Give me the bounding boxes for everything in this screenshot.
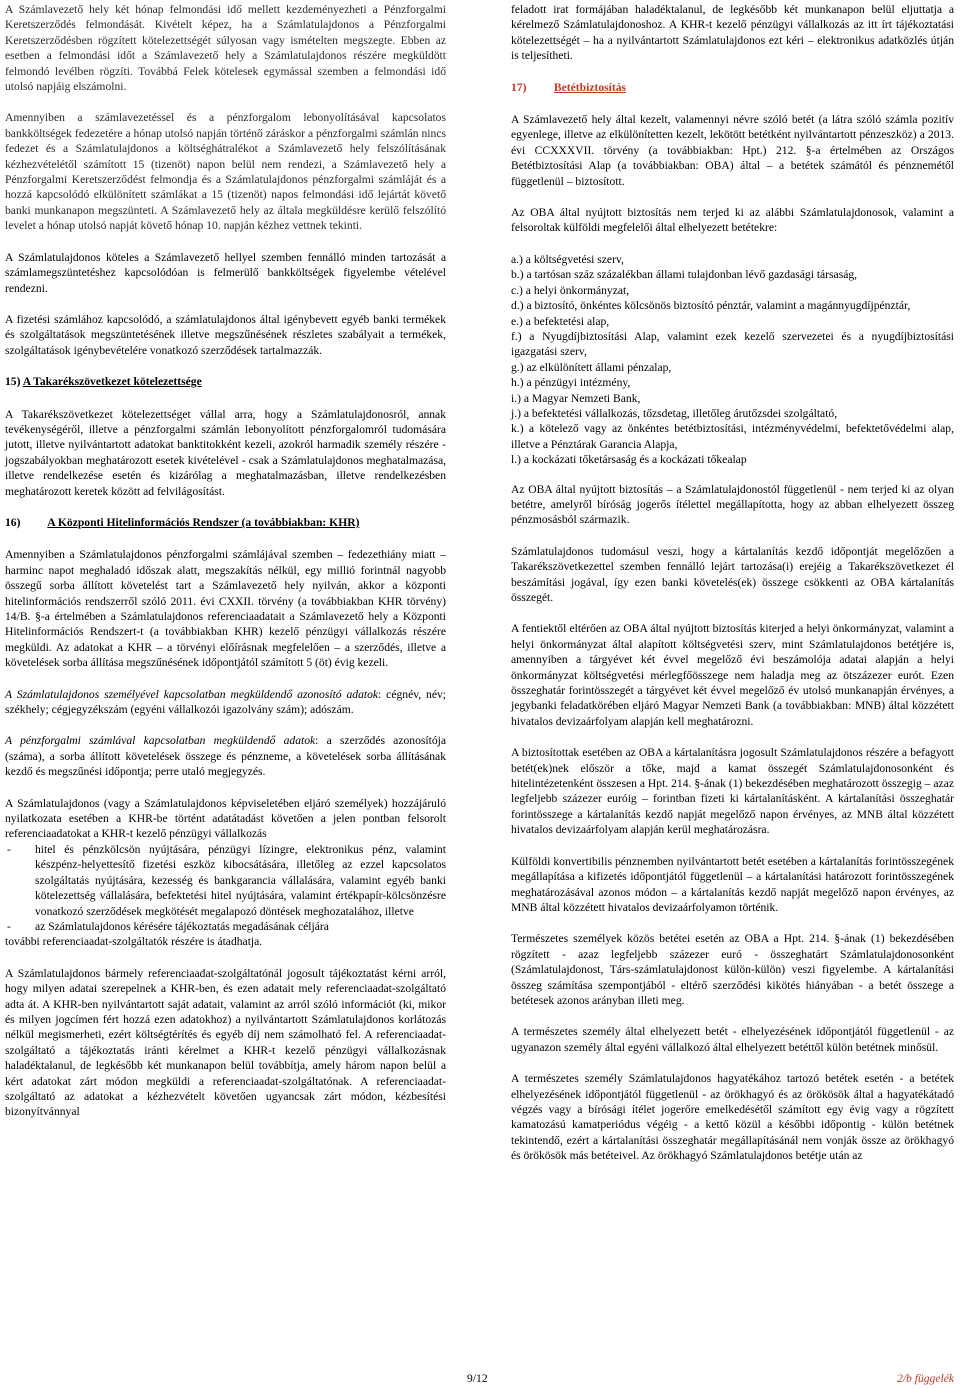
bank-costs-paragraph: Amennyiben a számlavezetéssel és a pénzforgalom lebonyolításával kapcsolatos bankköltségek fedezetére a hónap utolsó napján történő záráskor a pénzforgalmi számlán nincs fedezet és a Számlatulajdonos a költséghátralékot a Számlavezető hely felszólításának kézhezvételétől számított 15 (tizenöt) napon belül nem rendezi, a Számlavezető hely a Pénzforgalmi Keretszerződést felmondja és a Számlatulajdonos pénzforgalmi számláját és a hozzá kapcsolódó elkülönített számlákat a 15 (tizenöt) napos felmondási idő lejártát követő banki munkanapon megszünteti. A Számlavezető hely az általa megküldésre kerülő felszólító levelet a hónap utolsó napját követő hónap 10. napján kézhez vettnek tekinti. bbox=[5, 111, 446, 233]
section-16-number: 16) bbox=[5, 515, 21, 529]
account-data-rest: : a szerződés azonosítója (száma), a sorba állított követelések összege és pénzneme, a követelések sorba állításának kezdő és megszűnési időpontja; perre utaló megjegyzés. bbox=[5, 734, 446, 779]
list-item: - az Számlatulajdonos kérésére tájékoztatás megadásának céljára bbox=[5, 919, 446, 934]
list-item: i.) a Magyar Nemzeti Bank, bbox=[511, 391, 641, 405]
set-off-paragraph: Számlatulajdonos tudomásul veszi, hogy a kártalanítás kezdő időpontját megelőzően a Takarékszövetkezettel szemben fennálló lejárt tartozása(i) erejéig a Takarékszövetkezet él beszámítási jogával, így ezen banki követelés(ek) összege csökkenti az OBA kártalanítás összegét. bbox=[511, 544, 954, 604]
right-column bbox=[511, 2, 954, 1180]
consent-purpose-list bbox=[5, 842, 446, 934]
money-laundering-paragraph: Az OBA által nyújtott biztosítás – a Számlatulajdonostól függetlenül - nem terjed ki az olyan betétre, amelyről bíróság jogerős ítélettel megállapította, hogy az abban elhelyezett összeg pénzmosásból származik. bbox=[511, 482, 954, 527]
list-item: d.) a biztosító, önkéntes kölcsönös biztosító pénztár, valamint a magánnyugdíjpénztár, bbox=[511, 299, 911, 313]
list-item: a.) a költségvetési szerv, bbox=[511, 252, 624, 266]
section-15-title: A Takarékszövetkezet kötelezettsége bbox=[22, 375, 202, 389]
page-number: 9/12 bbox=[467, 1372, 488, 1385]
identification-data-rest: : cégnév, név; székhely; cégjegyzékszám (egyéni vállalkozói igazolvány szám); adószám. bbox=[5, 687, 447, 717]
account-data-lead: A pénzforgalmi számlával kapcsolatban megküldendő adatok bbox=[5, 734, 316, 748]
termination-notice-paragraph: A Számlavezető hely két hónap felmondási idő mellett kezdeményezheti a Pénzforgalmi Keretszerződés felmondását. Kivételt képez, ha a Számlatulajdonos a Pénzforgalmi Keretszerződésben rögzített kötelezettségét súlyosan vagy ismételten megszegte. Ebben az esetben a felmondási időt a Számlavezető hely a Számlatulajdonos részére megküldött felmondó levélben rögzíti. Továbbá Felek kötelesek egymással szemben a felmondási idő utolsó napjáig elszámolni. bbox=[5, 3, 446, 94]
list-item: f.) a Nyugdíjbiztosítási Alap, valamint ezek kezelő szervezetei és a nyugdíjbiztosítási igazgatási szerv, bbox=[511, 329, 954, 359]
inheritance-paragraph: A természetes személy Számlatulajdonos hagyatékához tartozó betétek esetén - a betétek elhelyezésének időpontjától függetlenül - az örökhagyó és az örökösök által a hagyatékátadó végzés vagy a bírósági ítélet jogerőre emelkedésétől számított egy évig vagy a rögzített kamatozású kamatperiódus végéig - a kettő közül a későbbi időpontig - külön betétnek tekintendő, ezért a kártalanítási összeghatár megállapításánál nem vonják össze az örökhagyó és örökösök más betéteivel. Az örökhagyó Számlatulajdonos betétje után az bbox=[511, 1072, 954, 1163]
khr-continuation-paragraph: feladott irat formájában haladéktalanul, de legkésőbb két munkanapon belül eljuttatja a kérelmező Számlatulajdonoshoz. A KHR-t kezelő pénzügyi vállalkozás az itt írt tájékoztatási kötelezettségét – ha a nyilvántartott Számlatulajdonos ezt kéri – elektronikus adatközlés útján is teljesítheti. bbox=[511, 3, 954, 63]
consent-paragraph: A Számlatulajdonos (vagy a Számlatulajdonos képviseletében eljáró személyek) hozzájáruló nyilatkozata esetében a KHR-be történt adatátadást követően a jelen pontban felsorolt referenciaadatokat a KHR-t kezelő pénzügyi vállalkozás bbox=[5, 796, 446, 841]
information-request-paragraph: A Számlatulajdonos bármely referenciaadat-szolgáltatónál jogosult tájékoztatást kérni arról, hogy milyen adatai szerepelnek a KHR-ben, és ezen adatait mely referenciaadat-szolgáltató adta át. A KHR-ben nyilvántartott saját adatait, valamint az arról szóló információt (ki, mikor és milyen jogcímen fért hozzá ezen adatokhoz) a nyilvántartott Számlatulajdonos korlátozás nélkül megismerheti, ezért költségtérítés és egyéb díj nem számolható fel. A referenciaadat-szolgáltató a tájékoztatás iránti kérelmet a KHR-t kezelő pénzügyi vállalkozásnak haladéktalanul, de legkésőbb két munkanapon belül továbbítja, amely három napon belül a kért adatokat zárt módon megküldi a referenciaadat-szolgáltatónak. A referenciaadat-szolgáltató az adatokat a kézhezvételt követően ugyancsak zárt módon, kézbesítési bizonyítvánnyal bbox=[5, 966, 446, 1119]
list-item: j.) a befektetési vállalkozás, tőzsdetag, illetőleg árutőzsdei szolgáltató, bbox=[511, 406, 838, 420]
exclusions-list bbox=[511, 252, 954, 468]
list-item: b.) a tartósan száz százalékban állami tulajdonban lévő gazdasági társaság, bbox=[511, 268, 858, 282]
list-item: h.) a pénzügyi intézmény, bbox=[511, 376, 631, 390]
section-17-heading bbox=[511, 80, 954, 95]
section-17-number: 17) bbox=[511, 80, 527, 94]
section-16-title: A Központi Hitelinformációs Rendszer (a továbbiakban: KHR) bbox=[47, 515, 360, 529]
bank-secret-paragraph: A Takarékszövetkezet kötelezettséget vállal arra, hogy a Számlatulajdonosról, annak tevékenységéről, illetve a pénzforgalmi számlán lebonyolított pénzforgalomról tudomására jutott, illetve nyilvántartott adatokat banktitokként kezeli, azokról harmadik személy részére - jogszabályokban meghatározott esetek kivételével - csak a Számlatulajdonos meghatalmazása, illetve rendelkezése esetén és kizárólag a meghatalmazásban, illetve rendelkezésben meghatározott keretek között ad felvilágosítást. bbox=[5, 407, 446, 498]
exclusions-intro-paragraph: Az OBA által nyújtott biztosítás nem terjed ki az alábbi Számlatulajdonosok, valamint a felsoroltak külföldi megfelelői által elhelyezett betétekre: bbox=[511, 206, 954, 235]
other-products-paragraph: A fizetési számlához kapcsolódó, a számlatulajdonos által igénybevett egyéb banki termékek és szolgáltatások megszüntetésének illetve megszűnésének részletes szabályait a termékek, szolgáltatások igénybevételére vonatkozó szerződések tartalmazzák. bbox=[5, 312, 446, 357]
list-item: k.) a kötelező vagy az önkéntes betétbiztosítási, intézményvédelmi, befektetővédelmi alap, illetve a Pénztárak Garancia Alapja, bbox=[511, 422, 954, 451]
municipality-paragraph: A fentiektől eltérően az OBA által nyújtott biztosítás kiterjed a helyi önkormányzat, valamint a helyi önkormányzat által alapított költségvetési szerv, mint Számlatulajdonos betétjére is, amennyiben a tárgyévet két évvel megelőző évi beszámolója adatai alapján a helyi önkormányzat költségvetési mérlegfőösszege nem haladja meg az ötszázezer eurót. Ezen összeghatár forintösszegét a tárgyévet két évvel megelőző év utolsó munkanapján érvényes, a jegybanki feladatkörében eljáró Magyar Nemzeti Bank (a továbbiakban: MNB) által közzétett hivatalos devizaárfolyam alapján kell meghatározni. bbox=[511, 622, 954, 728]
list-item: l.) a kockázati tőketársaság és a kockázati tőkealap bbox=[511, 453, 747, 467]
left-column bbox=[5, 2, 446, 1136]
khr-transfer-paragraph: Amennyiben a Számlatulajdonos pénzforgalmi számlájával szemben – fedezethiány miatt – harminc napot meghaladó időszak alatt, megszakítás nélkül, egy millió forintnál nagyobb összegű sorba állított követelést tart a Számlavezető hely nyilván, akkor a központi hitelinformációs rendszerről szóló 2011. évi CXXII. törvény (a továbbiakban KHR törvény) 14/B. §-a értelmében a Számlatulajdonos referenciaadatait a Számlavezető hely a Központi Hitelinformációs Rendszert-t (a továbbiakban KHR) kezelő pénzügyi vállalkozás részére megküldi. Az adatokat a KHR – a törvényi előírásnak megfelelően – a szerződés, illetve a követelések sorba állítása megszűnésének időpontjától számított 5 (öt) évig kezeli. bbox=[5, 548, 446, 670]
section-15-heading bbox=[5, 374, 446, 389]
list-item: g.) az elkülönített állami pénzalap, bbox=[511, 360, 672, 374]
list-item: c.) a helyi önkormányzat, bbox=[511, 283, 630, 297]
section-17-title: Betétbiztosítás bbox=[553, 80, 627, 94]
identification-data-paragraph bbox=[5, 687, 446, 718]
identification-data-lead: A Számlatulajdonos személyével kapcsolatban megküldendő azonosító adatok bbox=[5, 687, 379, 701]
section-16-heading bbox=[5, 515, 446, 530]
compensation-amount-paragraph: A biztosítottak esetében az OBA a kártalanításra jogosult Számlatulajdonos részére a befagyott betét(ek)nek először a tőke, majd a kamat összegét Számlatulajdonosonként és hitelintézetenként összesen a Hpt. 214. §-ának (1) bekezdésében meghatározott összegig – azaz legfeljebb százezer euróig – forintban fizeti ki kártalanításként. A kártalanítási összeghatár forintösszege a kártalanítás kezdő napját megelőző napon érvényes, az MNB által közzétett hivatalos devizaárfolyam alapján kerül meghatározásra. bbox=[511, 746, 954, 837]
deposit-insurance-paragraph: A Számlavezető hely által kezelt, valamennyi névre szóló betét (a látra szóló számla pozitív egyenlege, illetve az elkülönítetten kezelt, lekötött betétként nyilvántartott pénzeszköz) a 2013. évi CCXXXVII. törvény (a továbbiakban: Hpt.) 212. §-a értelmében az Országos Betétbiztosítási Alap (a továbbiakban: OBA) által – a betétek számától és pénznemétől függetlenül – biztosított. bbox=[511, 113, 954, 188]
list-item: e.) a befektetési alap, bbox=[511, 314, 610, 328]
sole-trader-paragraph: A természetes személy által elhelyezett betét - elhelyezésének időpontjától függetlenül - az ugyanazon személy által egyéni vállalkozó által elhelyezett betéttől külön betétnek minősül. bbox=[511, 1025, 954, 1054]
consent-tail-paragraph: további referenciaadat-szolgáltatók részére is átadhatja. bbox=[5, 935, 263, 949]
list-item: - hitel és pénzkölcsön nyújtására, pénzügyi lízingre, elektronikus pénz, valamint készpénz-helyettesítő fizetési eszköz kibocsátására, illetőleg az ezzel kapcsolatos szolgáltatás nyújtására, kezesség és bankgarancia vállalására, valamint egyéb banki kötelezettség vállalására, befektetési hitel nyújtására, valamint értékpapír-kölcsönzésre vonatkozó szerződések megkötését megalapozó döntések meghozatalához, illetve bbox=[5, 842, 446, 919]
settle-debts-paragraph: A Számlatulajdonos köteles a Számlavezető hellyel szemben fennálló minden tartozását a számlamegszüntetéshez kapcsolódóan is felmerülő bankköltségek figyelembe vételével rendezni. bbox=[5, 250, 446, 295]
foreign-currency-paragraph: Külföldi konvertibilis pénznemben nyilvántartott betét esetében a kártalanítás forintösszegének megállapítása a kifizetés időpontjától függetlenül – a kártalanítási határozott forintösszegének meghatározásával azonos módon – a kártalanítás kezdő napját megelőző napon érvényes, az MNB által közzétett hivatalos devizaárfolyamon történik. bbox=[511, 854, 954, 914]
joint-deposits-paragraph: Természetes személyek közös betétei esetén az OBA a Hpt. 214. §-ának (1) bekezdésében rögzített - azaz legfeljebb százezer euró - összeghatárt Számlatulajdonosonként (Számlatulajdonost, Társ-számlatulajdonost külön-külön) veszi figyelembe. A kártalanítási összeg számítása szempontjából - eltérő szerződési kikötés hiányában - a betét összege a betétesek azonos arányban illeti meg. bbox=[511, 932, 954, 1007]
account-data-paragraph bbox=[5, 733, 446, 779]
appendix-label: 2/b függelék bbox=[897, 1372, 954, 1385]
section-15-number: 15) bbox=[5, 375, 21, 389]
